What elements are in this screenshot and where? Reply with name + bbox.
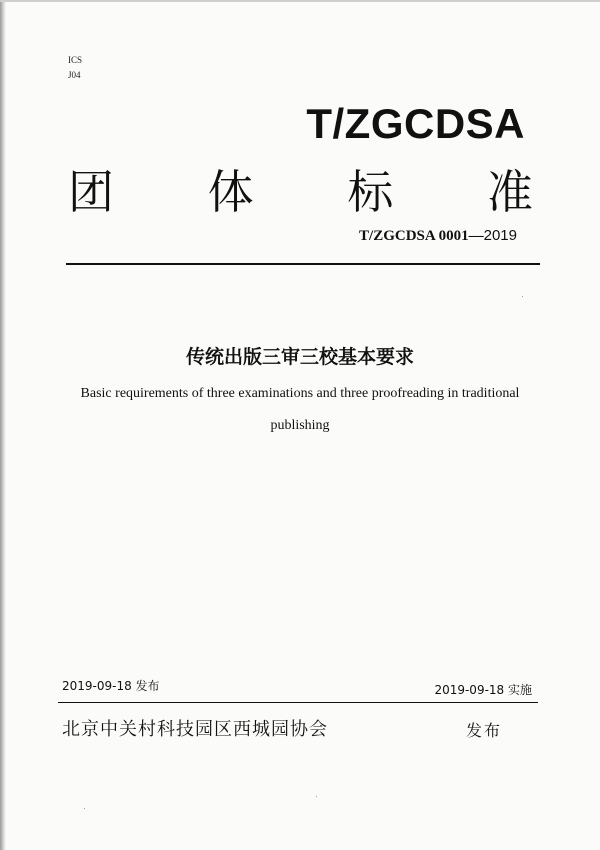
ccs-code: J04 <box>68 70 81 80</box>
title-english <box>70 378 530 442</box>
standard-number-prefix: T/ZGCDSA 0001— <box>359 228 484 244</box>
classification-codes <box>68 55 82 85</box>
ics-code: ICS <box>68 55 83 65</box>
standard-type-heading <box>68 156 533 222</box>
scan-speck <box>84 808 85 809</box>
implementation-date: 2019-09-18 实施 <box>434 683 532 697</box>
release-date: 2019-09-18 发布 <box>62 679 160 693</box>
standard-number <box>359 227 517 245</box>
standard-type-char: 团 <box>68 165 114 219</box>
scan-edge-shadow <box>0 0 6 850</box>
scan-speck <box>316 796 317 797</box>
publisher-name: 北京中关村科技园区西城园协会 <box>62 719 328 740</box>
standard-brand-code: T/ZGCDSA <box>306 100 525 147</box>
standard-type-char: 标 <box>347 165 394 219</box>
standard-number-year: 2019 <box>483 227 517 244</box>
standard-type-char: 体 <box>207 165 254 219</box>
scan-edge-top <box>0 0 600 2</box>
title-chinese: 传统出版三审三校基本要求 <box>185 346 414 368</box>
footer-divider <box>58 702 538 703</box>
title-english-line: publishing <box>270 418 330 433</box>
publish-label: 发布 <box>466 721 503 740</box>
standard-type-char: 准 <box>486 165 533 219</box>
header-divider <box>66 263 540 265</box>
scan-speck <box>522 296 523 297</box>
title-english-line: Basic requirements of three examinations and three proofreading in traditional <box>80 386 520 401</box>
